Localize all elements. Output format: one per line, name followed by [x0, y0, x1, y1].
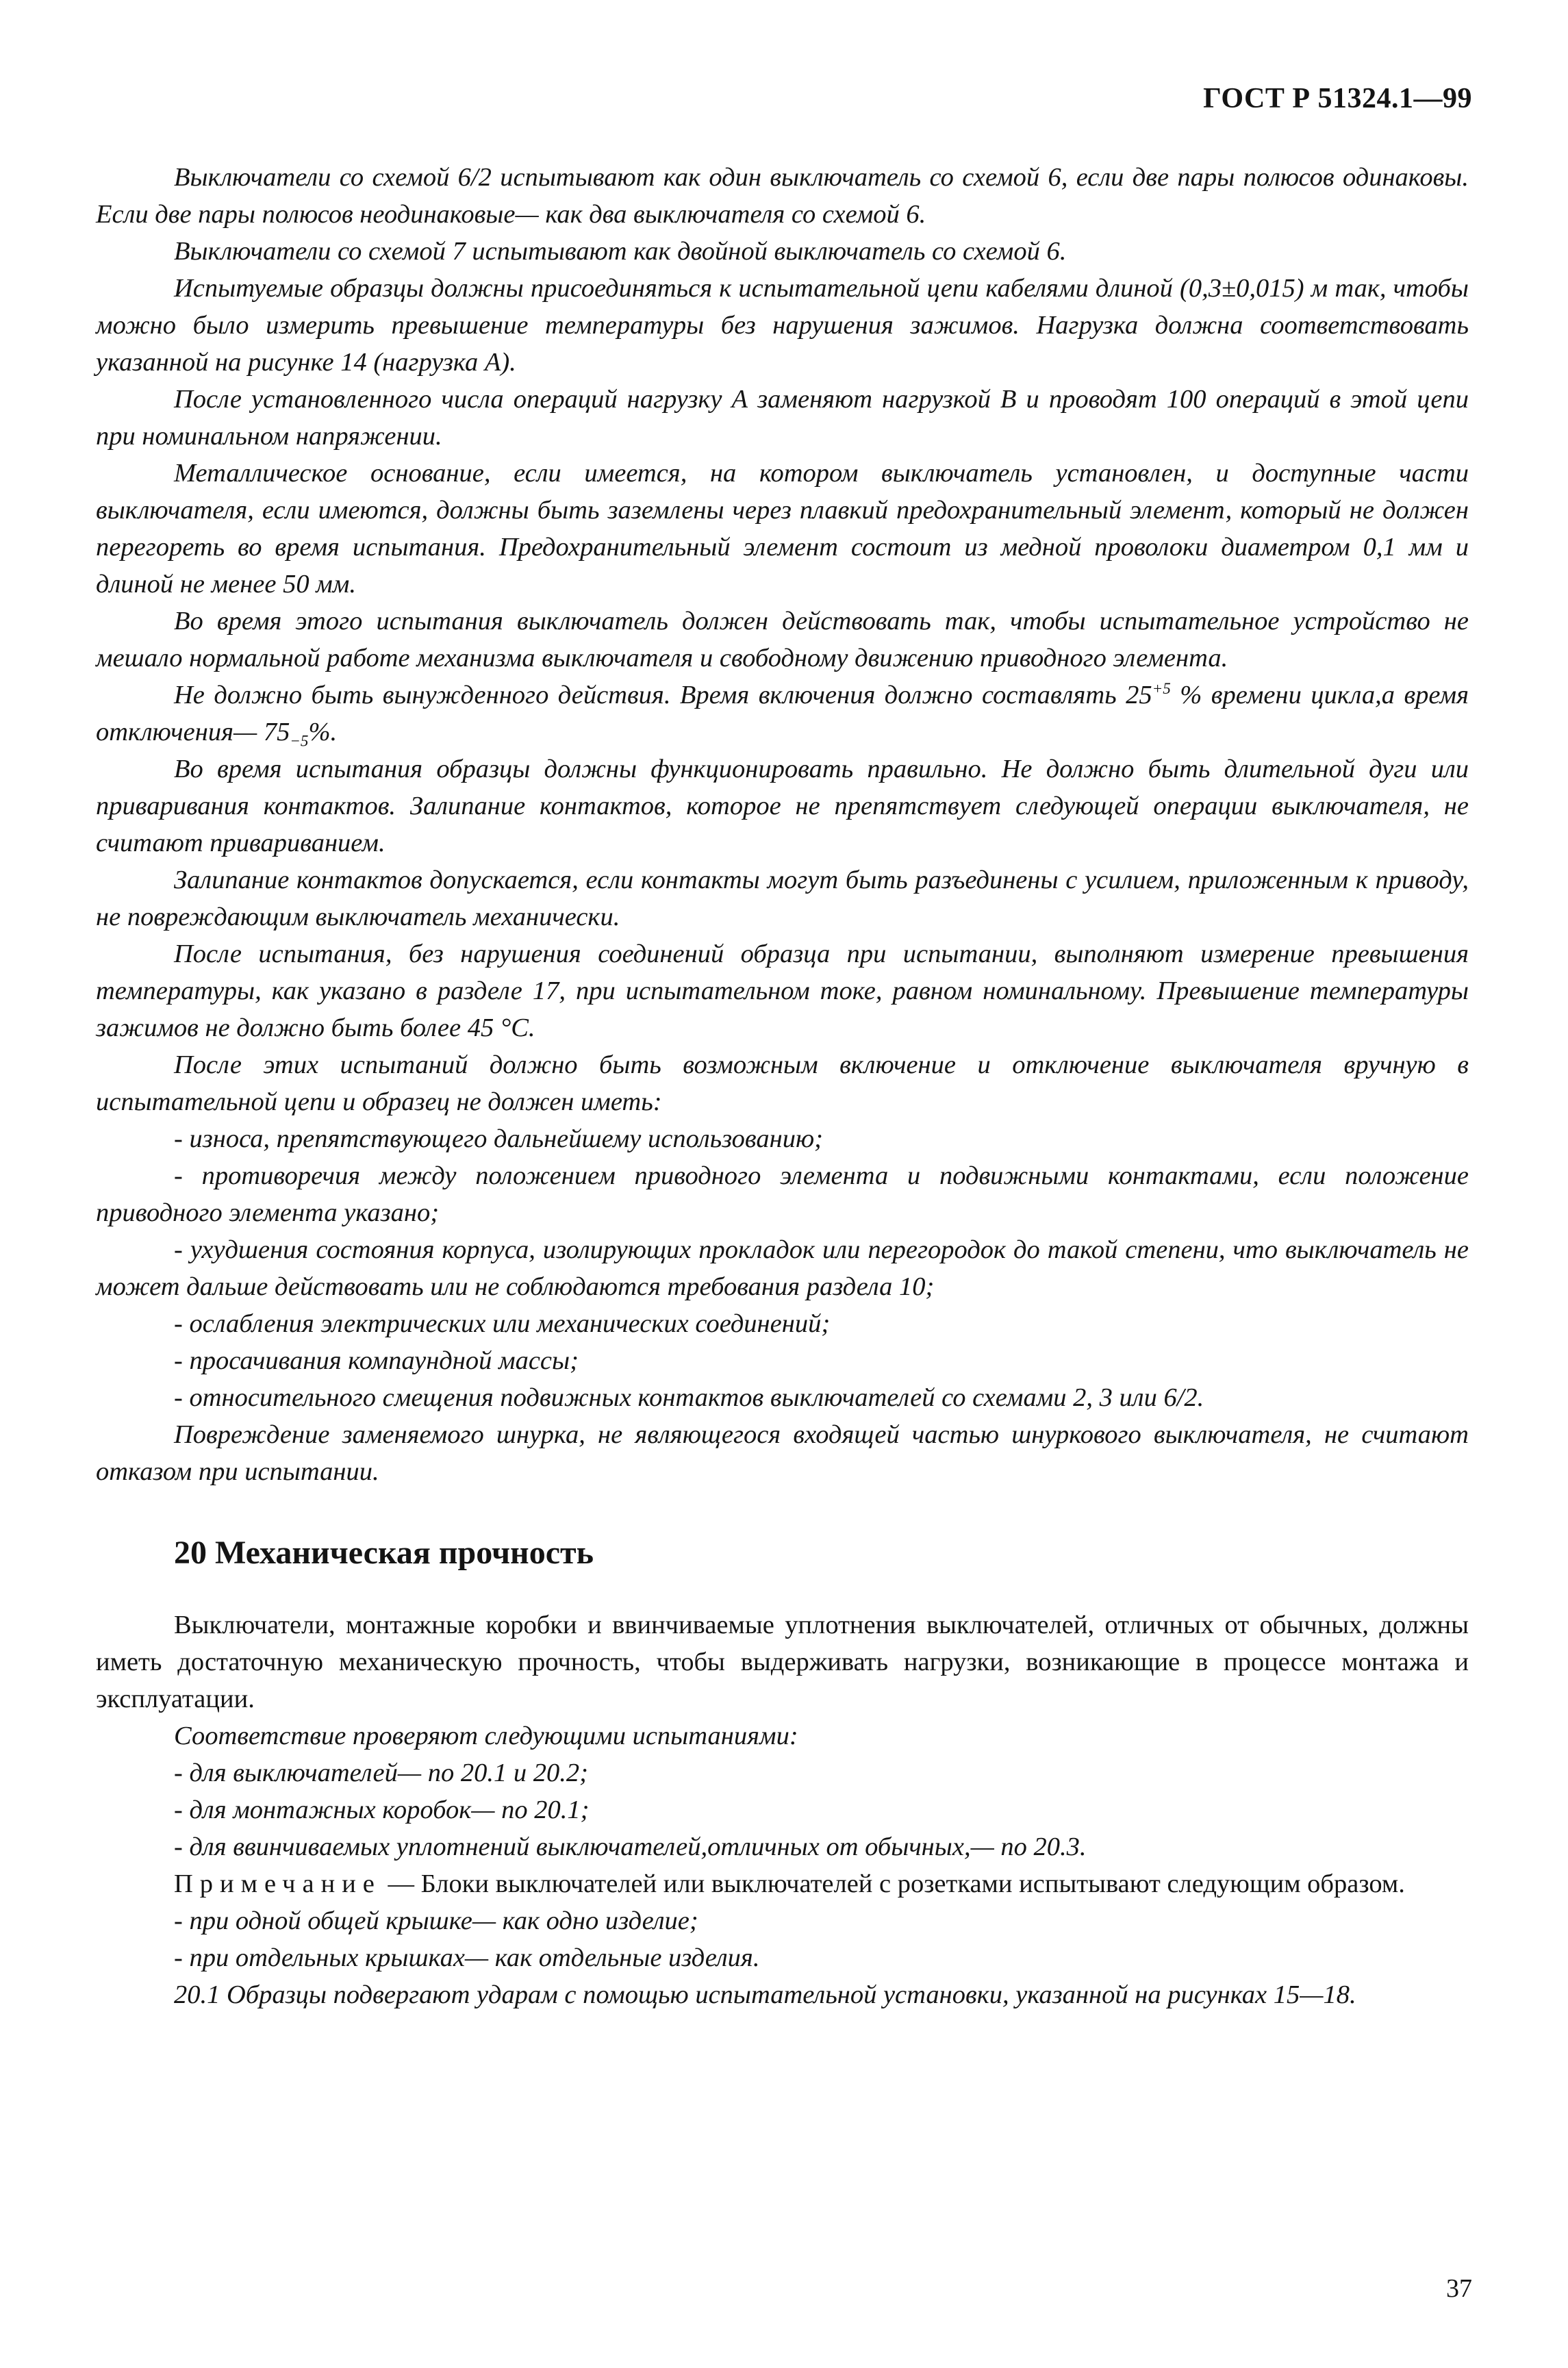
page-content	[96, 159, 1469, 2013]
list-item: - ухудшения состояния корпуса, изолирующих прокладок или перегородок до такой степени, что выключатель не может дальше действовать или не соблюдаются требования раздела 10;	[96, 1235, 1469, 1301]
list-item: - при отдельных крышках— как отдельные изделия.	[174, 1943, 760, 1972]
paragraph: Повреждение заменяемого шнурка, не являющегося входящей частью шнуркового выключателя, не считают отказом при испытании.	[96, 1420, 1469, 1486]
timing-text-b: % времени цикла,а время отключения— 75	[96, 681, 1469, 746]
list-item: - просачивания компаундной массы;	[174, 1346, 579, 1375]
paragraph: После этих испытаний должно быть возможным включение и отключение выключателя вручную в испытательной цепи и образец не должен иметь:	[96, 1050, 1469, 1116]
paragraph: Залипание контактов допускается, если контакты могут быть разъединены с усилием, приложенным к приводу, не повреждающим выключатель механически.	[96, 866, 1469, 931]
list-item: - для монтажных коробок— по 20.1;	[174, 1796, 590, 1824]
list-item: - при одной общей крышке— как одно изделие;	[174, 1906, 698, 1935]
list-item: - ослабления электрических или механических соединений;	[174, 1309, 831, 1338]
page-number: 37	[1446, 2274, 1472, 2303]
note-text: — Блоки выключателей или выключателей с розетками испытывают следующим образом.	[381, 1869, 1405, 1898]
paragraph: Испытуемые образцы должны присоединяться к испытательной цепи кабелями длиной (0,3±0,015) м так, чтобы можно было измерить превышение температуры без нарушения зажимов. Нагрузка должна соответствовать указанной на рисунке 14 (нагрузка А).	[96, 274, 1469, 377]
paragraph: Во время этого испытания выключатель должен действовать так, чтобы испытательное устройство не мешало нормальной работе механизма выключателя и свободному движению приводного элемента.	[96, 607, 1469, 672]
list-item: - относительного смещения подвижных контактов выключателей со схемами 2, 3 или 6/2.	[174, 1383, 1204, 1412]
compliance-line: Соответствие проверяют следующими испытаниями:	[174, 1722, 798, 1750]
section-heading: 20 Механическая прочность	[174, 1535, 594, 1571]
paragraph: После установленного числа операций нагрузку А заменяют нагрузкой В и проводят 100 операций в этой цепи при номинальном напряжении.	[96, 385, 1469, 451]
paragraph: После испытания, без нарушения соединений образца при испытании, выполняют измерение превышения температуры, как указано в разделе 17, при испытательном токе, равном номинальному. Превышение температуры зажимов не должно быть более 45 °С.	[96, 940, 1469, 1042]
note-paragraph	[96, 1865, 1469, 1902]
document-code-header: ГОСТ Р 51324.1—99	[1203, 83, 1472, 114]
note-label: Примечание	[174, 1869, 381, 1898]
timing-paragraph	[96, 677, 1469, 751]
timing-text-c: %.	[308, 718, 338, 746]
timing-text-a: Не должно быть вынужденного действия. Время включения должно составлять 25	[174, 681, 1152, 709]
paragraph: Выключатели со схемой 6/2 испытывают как один выключатель со схемой 6, если две пары полюсов одинаковы. Если две пары полюсов неодинаковые— как два выключателя со схемой 6.	[96, 163, 1469, 229]
timing-subscript: −5	[290, 731, 309, 750]
paragraph: Выключатели со схемой 7 испытывают как двойной выключатель со схемой 6.	[174, 237, 1067, 266]
paragraph: Во время испытания образцы должны функционировать правильно. Не должно быть длительной дуги или приваривания контактов. Залипание контактов, которое не препятствует следующей операции выключателя, не считают привариванием.	[96, 755, 1469, 857]
timing-superscript: +5	[1152, 679, 1171, 698]
paragraph: Металлическое основание, если имеется, на котором выключатель установлен, и доступные части выключателя, если имеются, должны быть заземлены через плавкий предохранительный элемент, который не должен перегореть во время испытания. Предохранительный элемент состоит из медной проволоки диаметром 0,1 мм и длиной не менее 50 мм.	[96, 459, 1469, 599]
paragraph: 20.1 Образцы подвергают ударам с помощью испытательной установки, указанной на рисунках 15—18.	[174, 1980, 1356, 2009]
list-item: - для выключателей— по 20.1 и 20.2;	[174, 1759, 588, 1787]
list-item: - для ввинчиваемых уплотнений выключателей,отличных от обычных,— по 20.3.	[174, 1832, 1087, 1861]
section-intro: Выключатели, монтажные коробки и ввинчиваемые уплотнения выключателей, отличных от обычных, должны иметь достаточную механическую прочность, чтобы выдерживать нагрузки, возникающие в процессе монтажа и эксплуатации.	[96, 1611, 1469, 1713]
list-item: - противоречия между положением приводного элемента и подвижными контактами, если положение приводного элемента указано;	[96, 1161, 1469, 1227]
list-item: - износа, препятствующего дальнейшему использованию;	[174, 1124, 823, 1153]
